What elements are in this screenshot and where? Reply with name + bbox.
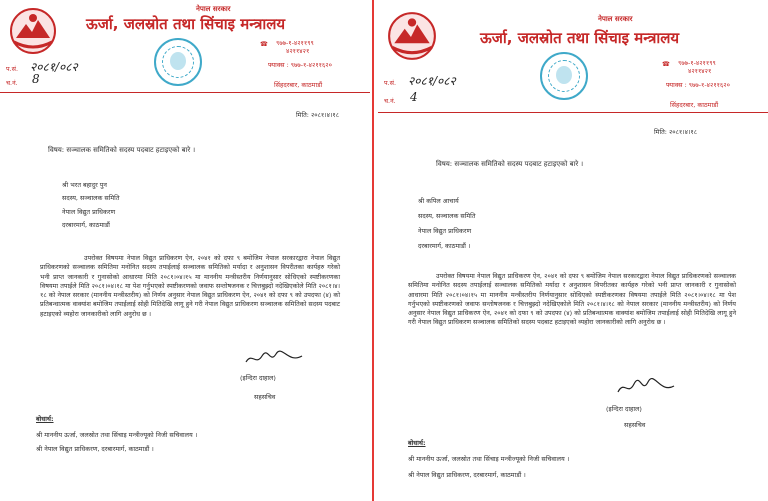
recipient-name: श्री कपिल आचार्य	[418, 197, 459, 205]
letter-2	[378, 0, 768, 501]
ch-value: 4	[410, 90, 418, 104]
recipient-line: दरबारमार्ग, काठमाडौं ।	[418, 242, 471, 250]
ref-value: २०८१/०८२	[408, 74, 456, 88]
phone-1: ९७७-१-४२११९९	[276, 39, 314, 47]
cc-line: श्री नेपाल विद्युत प्राधिकरण, दरबारमार्ग, काठमाडौं ।	[36, 445, 154, 453]
signer-name: (इन्दिरा दाहाल)	[606, 405, 642, 413]
cc-label: बोधार्थ:	[36, 415, 54, 423]
cc-line: श्री माननीय ऊर्जा, जलस्रोत तथा सिंचाइ मन्त्रीज्यूको निजी सचिवालय ।	[36, 431, 198, 439]
ministry-name: ऊर्जा, जलस्रोत तथा सिंचाइ मन्त्रालय	[480, 29, 680, 47]
govt-name: नेपाल सरकार	[598, 15, 633, 23]
cc-line: श्री नेपाल विद्युत प्राधिकरण, दरबारमार्ग, काठमाडौं ।	[408, 471, 526, 479]
ministry-seal	[540, 52, 588, 100]
ref-label: प.सं.	[6, 65, 19, 73]
recipient-line: नेपाल विद्युत प्राधिकरण	[418, 227, 472, 235]
cc-label: बोधार्थ:	[408, 439, 426, 447]
fax: फ्याक्स : ९७७-१-४२११६२०	[268, 61, 332, 69]
recipient-line: दरबारमार्ग, काठमाडौं	[62, 221, 110, 229]
ministry-seal	[154, 38, 202, 86]
subject: विषय: सञ्चालक समितिको सदस्य पदबाट हटाइएको बारे ।	[48, 146, 196, 154]
signer-title: सहसचिव	[624, 421, 646, 429]
phone-2: ४२११४२१	[688, 67, 712, 75]
signer-title: सहसचिव	[254, 393, 276, 401]
recipient-name: श्री भरत बहादुर पुन	[62, 181, 107, 189]
nepal-emblem-icon	[386, 10, 438, 62]
govt-name: नेपाल सरकार	[196, 5, 231, 13]
letter-date: मिति: २०८१।४।१८	[654, 128, 698, 136]
phone-icon: ☎	[662, 60, 670, 68]
ch-value: 8	[32, 72, 40, 86]
ref-label: प.सं.	[384, 79, 397, 87]
body-paragraph: उपरोक्त विषयमा नेपाल विद्युत प्राधिकरण ऐन, २०४१ को दफा ९ बमोजिम नेपाल सरकारद्वारा नेपाल विद्युत प्राधिकरणको सञ्चालक समितिमा मनोनित सदस्य तपाईलाई सञ्चालक समितिको मर्यादा र अनुशासन विपरीतका कार्यहरु गरेको भनी प्राप्त जानकारी र गुनासोको आधारमा मिति २०८१।०४।१५ मा माननीय मन्त्रीस्तरीय निर्णयानुसार सोधिएको स्पष्टीकरणका विषयमा तपाईले मिति २०८१।०४।१८ मा पेश गर्नुभएको स्पष्टीकरणको जवाफ सन्तोषजनक र चित्तबुझ्दो नदेखिएकोले मिति २०८१।४।१८ को नेपाल सरकार (माननीय मन्त्रीस्तरीय) को निर्णय अनुसार नेपाल विद्युत प्राधिकरण ऐन, २०४१ को दफा ९ को उपदफा (४) को प्रतिबन्धात्मक वाक्यांश बमोजिम तपाईलाई सोही मितिदेखि लागू हुने गरी नेपाल विद्युत प्राधिकरण सञ्चालक समितिको सदस्य पदबाट हटाइएको व्यहोरा जानकारीको लागि अनुरोध छ ।	[40, 254, 340, 318]
recipient-line: नेपाल विद्युत प्राधिकरण	[62, 208, 116, 216]
ministry-name: ऊर्जा, जलस्रोत तथा सिंचाइ मन्त्रालय	[86, 15, 286, 33]
header-rule	[0, 92, 370, 93]
ref-value: २०८१/०८२	[30, 60, 78, 74]
recipient-line: सदस्य, सञ्चालक समिति	[62, 194, 120, 202]
address: सिंहदरबार, काठमाडौं	[670, 101, 719, 109]
signature-image	[244, 350, 306, 368]
page-divider	[372, 0, 374, 501]
subject: विषय: सञ्चालक समितिको सदस्य पदबाट हटाइएको बारे ।	[436, 160, 584, 168]
nepal-emblem-icon	[8, 6, 58, 56]
phone-icon: ☎	[260, 40, 268, 48]
header-rule	[378, 112, 768, 113]
phone-2: ४२११४२१	[286, 47, 310, 55]
letter-date: मिति: २०८१।४।१८	[296, 111, 340, 119]
letter-1	[0, 0, 370, 501]
ch-label: च.नं.	[6, 79, 18, 87]
body-paragraph: उपरोक्त विषयमा नेपाल विद्युत प्राधिकरण ऐन, २०४१ को दफा ९ बमोजिम नेपाल सरकारद्वारा नेपाल विद्युत प्राधिकरणको सञ्चालक समितिमा मनोनित सदस्य तपाईलाई सञ्चालक समितिको मर्यादा र अनुशासन विपरीतका कार्यहरु गरेको भनी प्राप्त जानकारी र गुनासोको आधारमा मिति २०८१।०४।१५ मा माननीय मन्त्रीस्तरीय निर्णयानुसार सोधिएको स्पष्टीकरणका विषयमा तपाईले मिति २०८१।०४।१८ मा पेश गर्नुभएको स्पष्टीकरणको जवाफ सन्तोषजनक र चित्तबुझ्दो नदेखिएकोले मिति २०८१।४।१८ को नेपाल सरकार (माननीय मन्त्रीस्तरीय) को निर्णय अनुसार नेपाल विद्युत प्राधिकरण ऐन, २०४१ को दफा ९ को उपदफा (४) को प्रतिबन्धात्मक वाक्यांश बमोजिम तपाईलाई सोही मितिदेखि लागू हुने गरी नेपाल विद्युत प्राधिकरण सञ्चालक समितिको सदस्य पदबाट हटाइएको व्यहोरा जानकारीको लागि अनुरोध छ ।	[408, 272, 736, 327]
phone-1: ९७७-१-४२११९९	[678, 59, 716, 67]
ch-label: च.नं.	[384, 97, 396, 105]
signature-image	[616, 378, 678, 398]
cc-line: श्री माननीय ऊर्जा, जलस्रोत तथा सिंचाइ मन्त्रीज्यूको निजी सचिवालय ।	[408, 455, 570, 463]
address: सिंहदरबार, काठमाडौं	[274, 81, 323, 89]
signer-name: (इन्दिरा दाहाल)	[240, 374, 276, 382]
recipient-line: सदस्य, सञ्चालक समिति	[418, 212, 476, 220]
fax: फ्याक्स : ९७७-१-४२११६२०	[666, 81, 730, 89]
